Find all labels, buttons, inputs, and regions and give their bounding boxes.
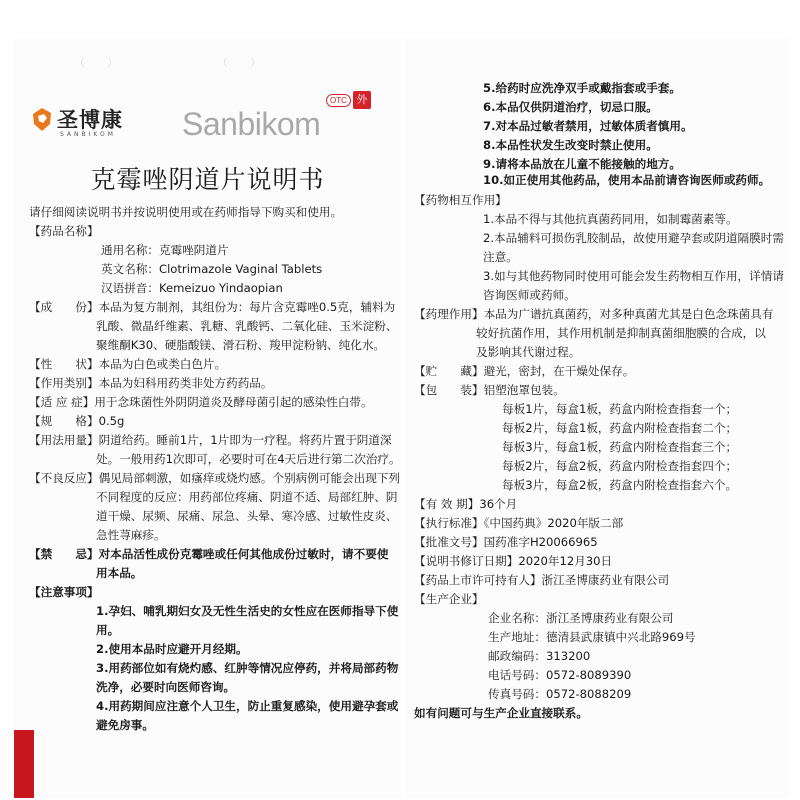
lion-logo-icon (30, 106, 54, 132)
precaution-item: 6.本品仅供阴道治疗，切忌口服。 (483, 100, 658, 114)
precaution-item: 1.孕妇、哺乳期妇女及无性生活史的女性应在医师指导下使 (96, 604, 399, 618)
dosage-line: 处。一般用药1次即可，必要时可在4天后进行第二次治疗。 (96, 452, 401, 466)
precaution-item: 避免房事。 (96, 718, 154, 732)
precaution-item: 3.用药部位如有烧灼感、红肿等情况应停药，并将局部药物 (96, 661, 399, 675)
brand-header (30, 93, 378, 144)
document-title: 克霉唑阴道片说明书 (90, 165, 325, 194)
adverse-line: 急性荨麻疹。 (96, 528, 166, 542)
section-adverse-reactions: 【不良反应】偶见局部刺激，如瘙痒或烧灼感。个别病例可能会出现下列 (29, 471, 401, 485)
section-indications: 【适 应 症】用于念珠菌性外阴阴道炎及酵母菌引起的感染性白带。 (29, 395, 373, 409)
precaution-item: 5.给药时应洗净双手或戴指套或手套。 (483, 81, 681, 95)
phone-number: 电话号码：0572-8089390 (488, 668, 632, 682)
subtitle: 请仔细阅读说明书并按说明使用或在药师指导下购买和使用。 (29, 205, 343, 219)
section-pharmacology: 【药理作用】本品为广谱抗真菌药，对多种真菌尤其是白色念珠菌具有 (414, 307, 774, 321)
pharmacology-line: 较好抗菌作用，其作用机制是抑制真菌细胞膜的合成，以 (476, 326, 766, 340)
packaging-option: 每板3片，每盒1板，药盒内附检查指套三个； (502, 440, 738, 454)
precaution-item: 2.使用本品时应避开月经期。 (96, 642, 248, 656)
packaging-option: 每板1片，每盒1板，药盒内附检查指套一个； (502, 402, 738, 416)
precaution-item: 4.用药期间应注意个人卫生，防止重复感染，使用避孕套或 (96, 699, 399, 713)
pharmacology-line: 及影响其代谢过程。 (476, 345, 581, 359)
company-name: 企业名称：浙江圣博康药业有限公司 (488, 611, 674, 625)
brand-wordmark: Sanbikom (182, 106, 321, 142)
section-manufacturer: 【生产企业】 (414, 592, 484, 606)
fax-number: 传真号码：0572-8088209 (488, 687, 632, 701)
section-precautions: 【注意事项】 (29, 585, 99, 599)
section-category: 【作用类别】本品为妇科用药类非处方药药品。 (29, 376, 273, 390)
section-drug-name: 【药品名称】 (29, 224, 99, 238)
section-revision-date: 【说明书修订日期】2020年12月30日 (414, 554, 613, 568)
precaution-item: 9.请将本品放在儿童不能接触的地方。 (483, 157, 681, 171)
section-storage: 【贮 藏】避光，密封，在干燥处保存。 (414, 364, 635, 378)
precaution-item: 洗净，必要时向医师咨询。 (96, 680, 236, 694)
packaging-option: 每板3片，每盒2板，药盒内附检查指套六个。 (502, 478, 738, 492)
interaction-item: 2.本品辅料可损伤乳胶制品，故使用避孕套或阴道隔膜时需 (483, 231, 784, 245)
ingredients-line: 聚维酮K30、硬脂酸镁、滑石粉、羧甲淀粉钠、纯化水。 (96, 338, 386, 352)
section-ingredients: 【成 份】本品为复方制剂，其组份为：每片含克霉唑0.5克，辅料为 (29, 300, 396, 314)
section-contraindications: 【禁 忌】对本品活性成份克霉唑或任何其他成份过敏时，请不要使 (29, 547, 389, 561)
interaction-item: 注意。 (483, 250, 518, 264)
packaging-option: 每板2片，每盒1板，药盒内附检查指套二个； (502, 421, 738, 435)
logo-chinese-name: 圣博康 (57, 108, 123, 132)
precaution-item: 7.对本品过敏者禁用，过敏体质者慎用。 (483, 119, 693, 133)
section-packaging: 【包 装】铝塑泡罩包装。 (414, 383, 565, 397)
packaging-option: 每板2片，每盒2板，药盒内附检查指套四个； (502, 459, 738, 473)
section-dosage: 【用法用量】阴道给药。睡前1片，1片即为一疗程。将药片置于阴道深 (29, 433, 392, 447)
generic-name: 通用名称：克霉唑阴道片 (101, 243, 229, 257)
red-corner-band (14, 730, 34, 798)
otc-badge: OTC (326, 94, 351, 107)
precaution-item: 用。 (96, 623, 120, 637)
precaution-item: 10.如正使用其他药品，使用本品前请咨询医师或药师。 (483, 173, 771, 187)
interaction-item: 1.本品不得与其他抗真菌药同用，如制霉菌素等。 (483, 212, 738, 226)
english-name: 英文名称：Clotrimazole Vaginal Tablets (101, 262, 323, 276)
adverse-line: 不同程度的反应：用药部位疼痛、阴道不适、局部红肿、阴 (96, 490, 398, 504)
section-description: 【性 状】本品为白色或类白色片。 (29, 357, 227, 371)
section-standard: 【执行标准】《中国药典》2020年版二部 (414, 516, 624, 530)
bleed-through-text: （ ） （ ） (74, 56, 261, 69)
contraindication-line: 用本品。 (96, 566, 143, 580)
external-use-badge: 外 (353, 91, 371, 109)
section-drug-interactions: 【药物相互作用】 (414, 193, 507, 207)
section-approval-number: 【批准文号】国药准字H20066965 (414, 535, 598, 549)
contact-note: 如有问题可与生产企业直接联系。 (414, 706, 588, 720)
adverse-line: 道干燥、尿频、尿痛、尿急、头晕、寒冷感、过敏性皮炎、 (96, 509, 398, 523)
logo-latin-name: SANBIKOM (60, 131, 116, 138)
section-shelf-life: 【有 效 期】36个月 (414, 497, 518, 511)
company-address: 生产地址：德清县武康镇中兴北路969号 (488, 630, 696, 644)
interaction-item: 3.如与其他药物同时使用可能会发生药物相互作用，详情请 (483, 269, 784, 283)
ingredients-line: 乳酸、微晶纤维素、乳糖、乳酸钙、二氧化硅、玉米淀粉、 (96, 319, 398, 333)
precaution-item: 8.本品性状发生改变时禁止使用。 (483, 138, 658, 152)
section-specification: 【规 格】0.5g (29, 414, 125, 428)
interaction-item: 咨询医师或药师。 (483, 288, 576, 302)
pinyin-name: 汉语拼音：Kemeizuo Yindaopian (101, 281, 283, 295)
section-license-holder: 【药品上市许可持有人】浙江圣博康药业有限公司 (414, 573, 670, 587)
postal-code: 邮政编码：313200 (488, 649, 591, 663)
